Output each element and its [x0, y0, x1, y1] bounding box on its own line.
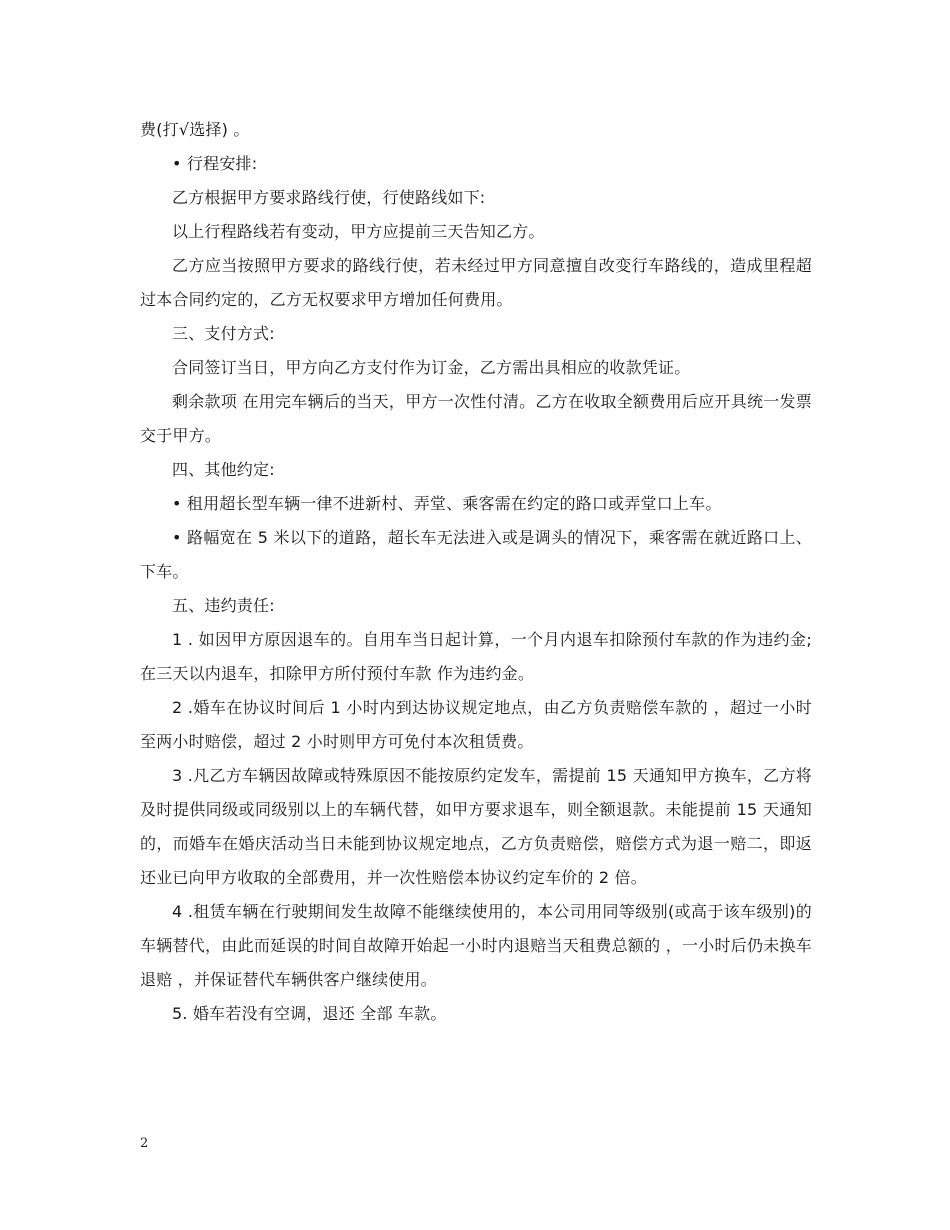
section-heading-other: 四、其他约定:	[172, 460, 275, 479]
clause-1: 1 . 如因甲方原因退车的。自用车当日起计算，一个月内退车扣除预付车款的作为违约金;在三天以内退车，扣除甲方所付预付车款 作为违约金。	[140, 630, 812, 683]
clause-3: 3 .凡乙方车辆因故障或特殊原因不能按原约定发车，需提前 15 天通知甲方换车，乙方将及时提供同级或同级别以上的车辆代替，如甲方要求退车，则全额退款。未能提前 15 天通知的，而婚车在婚庆活动当日未能到协议规定地点，乙方负责赔偿，赔偿方式为退一赔二，即返还业已向甲方收取的全部费用，并一次性赔偿本协议约定车价的 2 倍。	[140, 766, 812, 887]
clause-5: 5. 婚车若没有空调，退还 全部 车款。	[172, 1004, 447, 1023]
paragraph-fee-selection: 费(打√选择) 。	[140, 120, 250, 139]
paragraph-deposit: 合同签订当日，甲方向乙方支付作为订金，乙方需出具相应的收款凭证。	[172, 358, 691, 377]
paragraph-route-intro: 乙方根据甲方要求路线行使，行使路线如下:	[172, 188, 486, 207]
section-heading-payment: 三、支付方式:	[172, 324, 275, 343]
clause-4: 4 .租赁车辆在行驶期间发生故障不能继续使用的，本公司用同等级别(或高于该车级别)的车辆替代，由此而延误的时间自故障开始起一小时内退赔当天租费总额的 ，一小时后仍未换车退赔 ，并保证替代车辆供客户继续使用。	[140, 902, 812, 989]
paragraph-route-change: 以上行程路线若有变动，甲方应提前三天告知乙方。	[172, 222, 545, 241]
clause-2: 2 .婚车在协议时间后 1 小时内到达协议规定地点，由乙方负责赔偿车款的 ，超过一小时至两小时赔偿，超过 2 小时则甲方可免付本次租赁费。	[140, 698, 812, 751]
paragraph-itinerary-heading: • 行程安排:	[172, 154, 258, 173]
page-number: 2	[140, 1136, 149, 1151]
paragraph-long-vehicle: • 租用超长型车辆一律不进新村、弄堂、乘客需在约定的路口或弄堂口上车。	[172, 494, 722, 513]
paragraph-road-width: • 路幅宽在 5 米以下的道路，超长车无法进入或是调头的情况下，乘客需在就近路口上、下车。	[140, 528, 812, 581]
document-body	[140, 113, 812, 1031]
section-heading-liability: 五、违约责任:	[172, 596, 275, 615]
paragraph-balance: 剩余款项 在用完车辆后的当天，甲方一次性付清。乙方在收取全额费用后应开具统一发票交于甲方。	[140, 392, 812, 445]
paragraph-route-deviation: 乙方应当按照甲方要求的路线行使，若未经过甲方同意擅自改变行车路线的，造成里程超过本合同约定的，乙方无权要求甲方增加任何费用。	[140, 256, 812, 309]
